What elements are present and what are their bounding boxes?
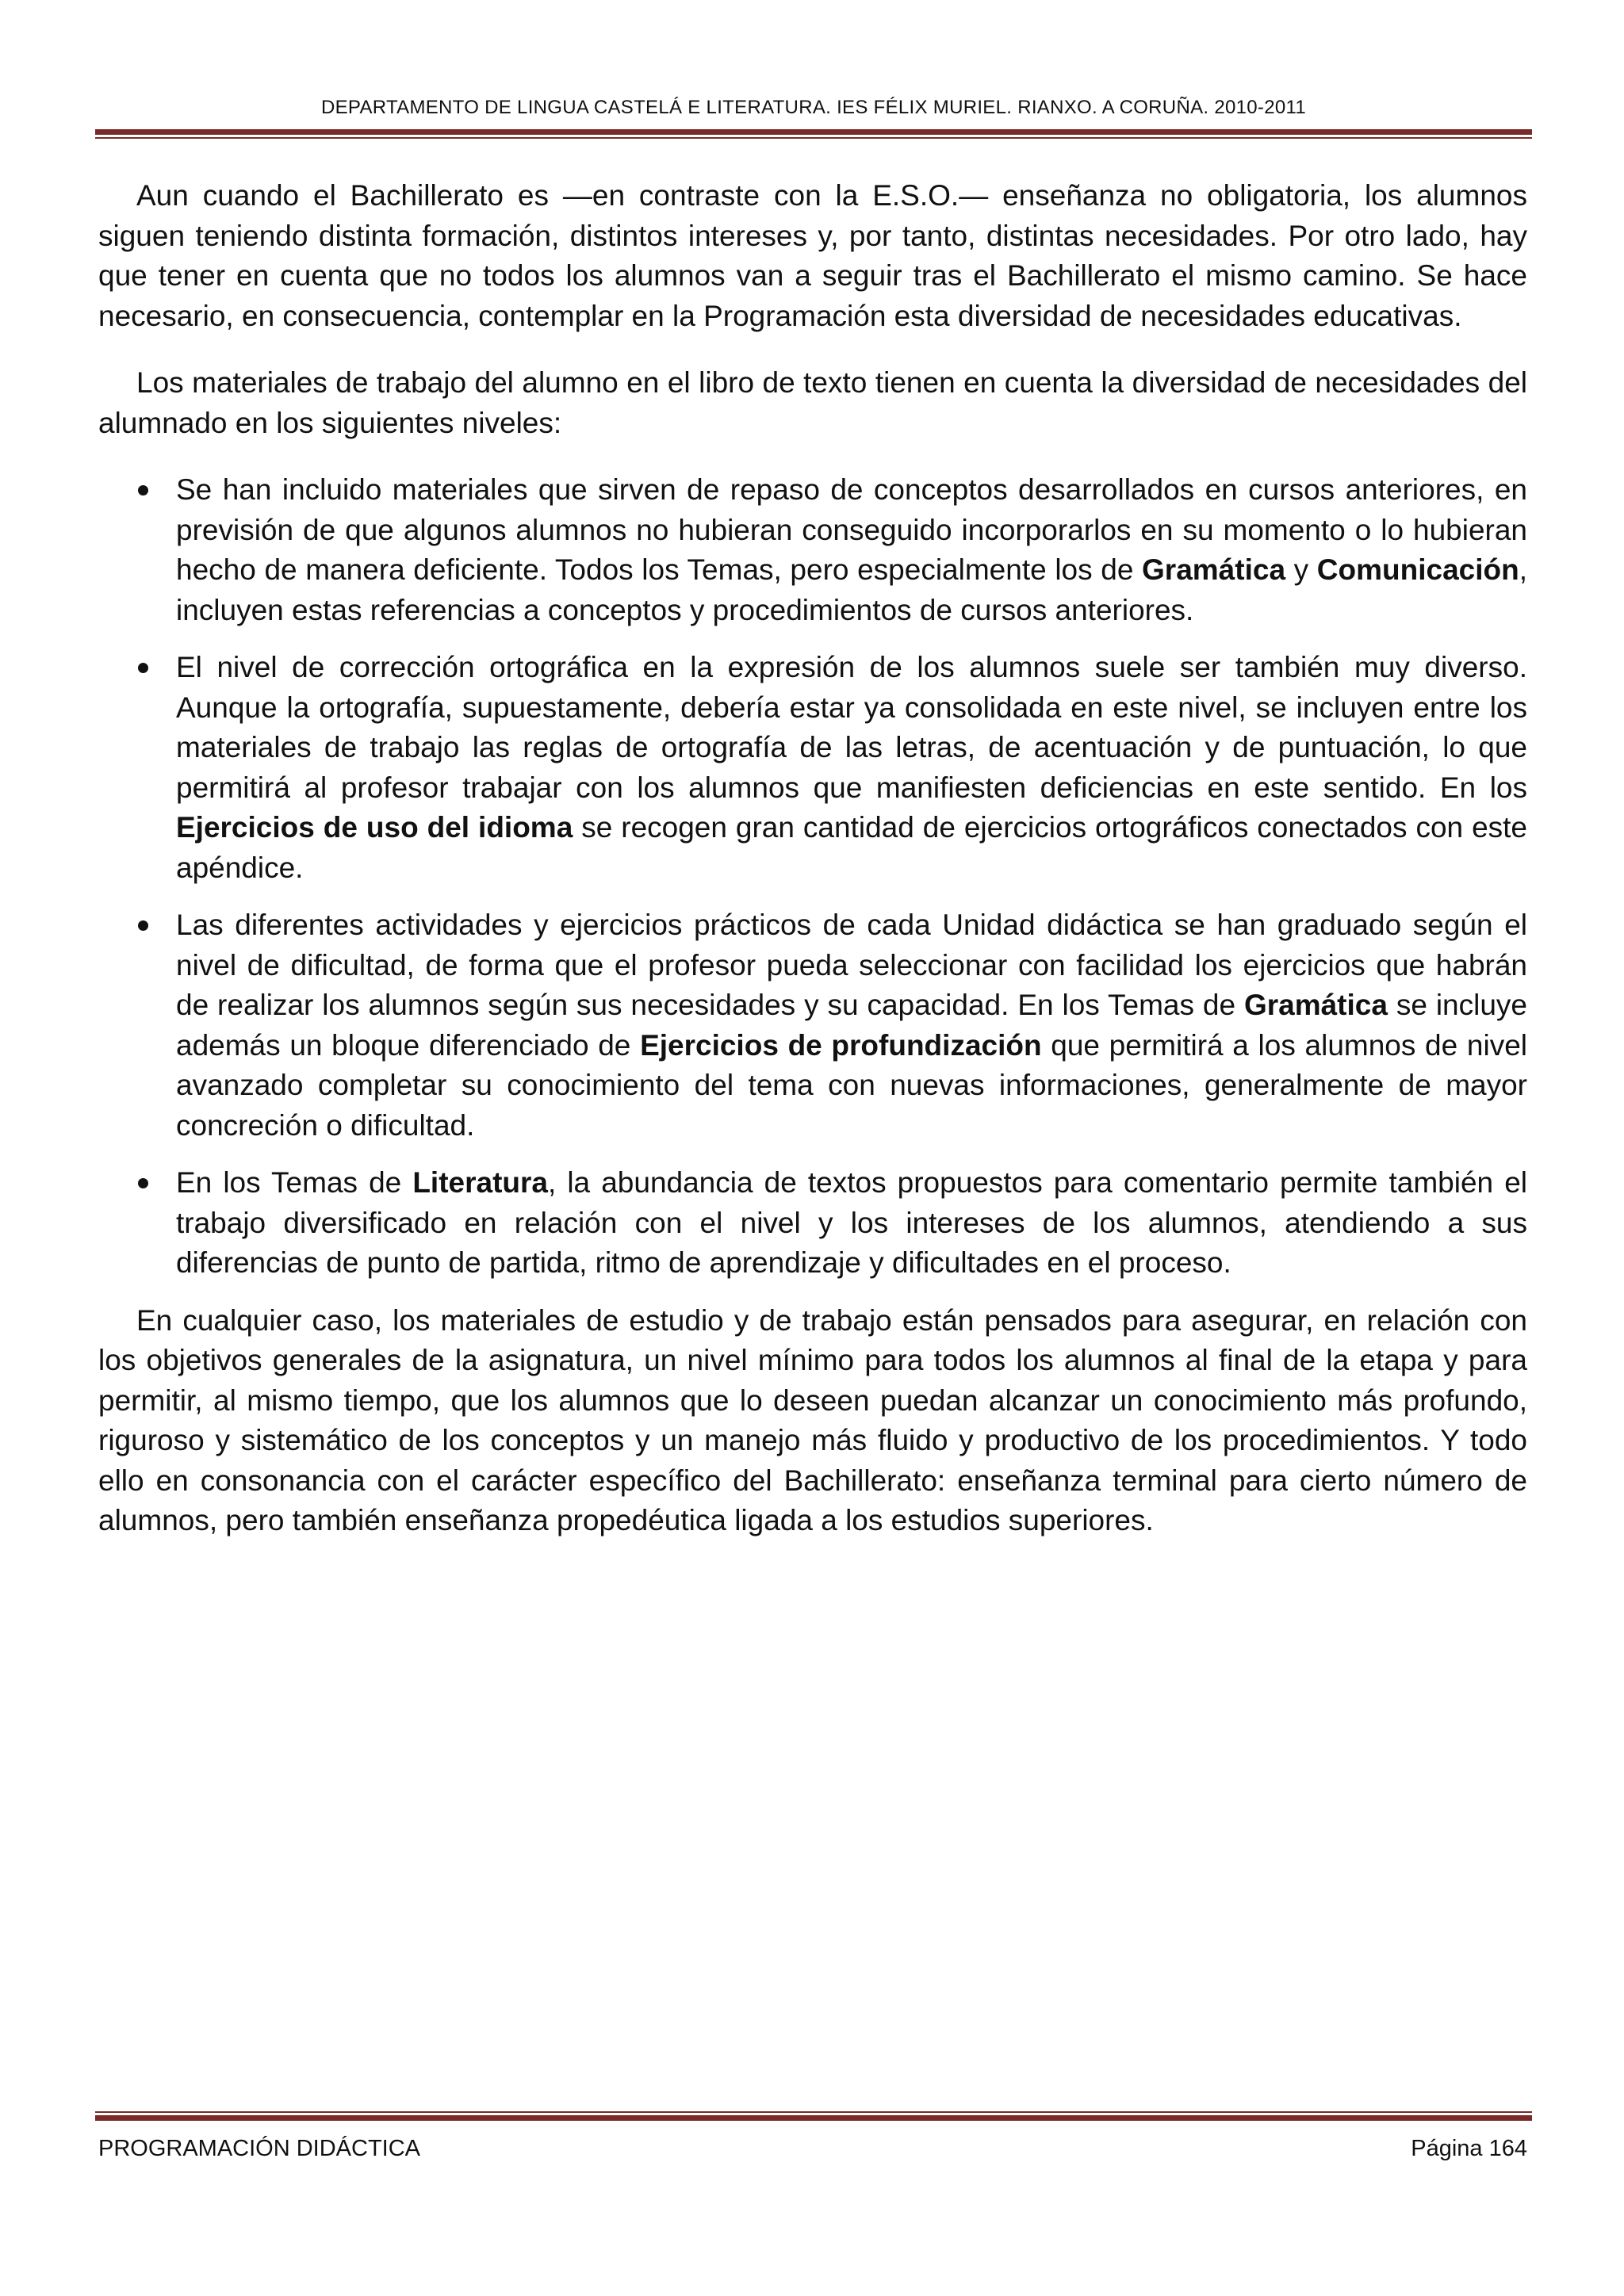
bullet-icon (138, 1178, 148, 1188)
paragraph-intro: Aun cuando el Bachillerato es —en contraste con la E.S.O.— enseñanza no obligatoria, los alumnos siguen teniendo distinta formación, distintos intereses y, por tanto, distintas necesidades. Por otro lado, hay que tener en cuenta que no todos los alumnos van a seguir tras el Bachillerato el mismo camino. Se hace necesario, en consecuencia, contemplar en la Programación esta diversidad de necesidades educativas. (98, 179, 1527, 332)
levels-list (98, 470, 1527, 1284)
footer-title: PROGRAMACIÓN DIDÁCTICA (98, 2136, 421, 2161)
paragraph-conclusion: En cualquier caso, los materiales de estudio y de trabajo están pensados para asegurar, en relación con los objetivos generales de la asignatura, un nivel mínimo para todos los alumnos al final de la etapa y para permitir, al mismo tiempo, que los alumnos que lo deseen puedan alcanzar un conocimiento más profundo, riguroso y sistemático de los conceptos y un manejo más fluido y productivo de los procedimientos. Y todo ello en consonancia con el carácter específico del Bachillerato: enseñanza terminal para cierto número de alumnos, pero también enseñanza propedéutica ligada a los estudios superiores. (98, 1303, 1527, 1536)
paragraph-materials: Los materiales de trabajo del alumno en el libro de texto tienen en cuenta la diversidad de necesidades del alumnado en los siguientes niveles: (98, 366, 1527, 439)
page-number: Página 164 (1411, 2136, 1527, 2161)
list-item: Las diferentes actividades y ejercicios prácticos de cada Unidad didáctica se han graduado según el nivel de dificultad, de forma que el profesor pueda seleccionar con facilidad los ejercicios que habrán de realizar los alumnos según sus necesidades y su capacidad. En los Temas de Gramática se incluye además un bloque diferenciado de Ejercicios de profundización que permitirá a los alumnos de nivel avanzado completar su conocimiento del tema con nuevas informaciones, generalmente de mayor concreción o dificultad. (98, 905, 1527, 1146)
footer-rule (95, 2111, 1532, 2121)
list-item: Se han incluido materiales que sirven de repaso de conceptos desarrollados en cursos anteriores, en previsión de que algunos alumnos no hubieran conseguido incorporarlos en su momento o lo hubieran hecho de manera deficiente. Todos los Temas, pero especialmente los de Gramática y Comunicación, incluyen estas referencias a conceptos y procedimientos de cursos anteriores. (98, 470, 1527, 630)
bullet-icon (138, 485, 148, 496)
document-body (98, 176, 1527, 1568)
list-item: El nivel de corrección ortográfica en la expresión de los alumnos suele ser también muy diverso. Aunque la ortografía, supuestamente, debería estar ya consolidada en este nivel, se incluyen entre los materiales de trabajo las reglas de ortografía de las letras, de acentuación y de puntuación, lo que permitirá al profesor trabajar con los alumnos que manifiesten deficiencias en este sentido. En los Ejercicios de uso del idioma se recogen gran cantidad de ejercicios ortográficos conectados con este apéndice. (98, 648, 1527, 888)
bullet-icon (138, 663, 148, 673)
page-header: DEPARTAMENTO DE LINGUA CASTELÁ E LITERATURA. IES FÉLIX MURIEL. RIANXO. A CORUÑA. 2010-2011 (320, 97, 1307, 118)
bullet-icon (138, 920, 148, 931)
list-item: En los Temas de Literatura, la abundancia de textos propuestos para comentario permite también el trabajo diversificado en relación con el nivel y los intereses de los alumnos, atendiendo a sus diferencias de punto de partida, ritmo de aprendizaje y dificultades en el proceso. (98, 1163, 1527, 1284)
header-rule (95, 129, 1532, 139)
